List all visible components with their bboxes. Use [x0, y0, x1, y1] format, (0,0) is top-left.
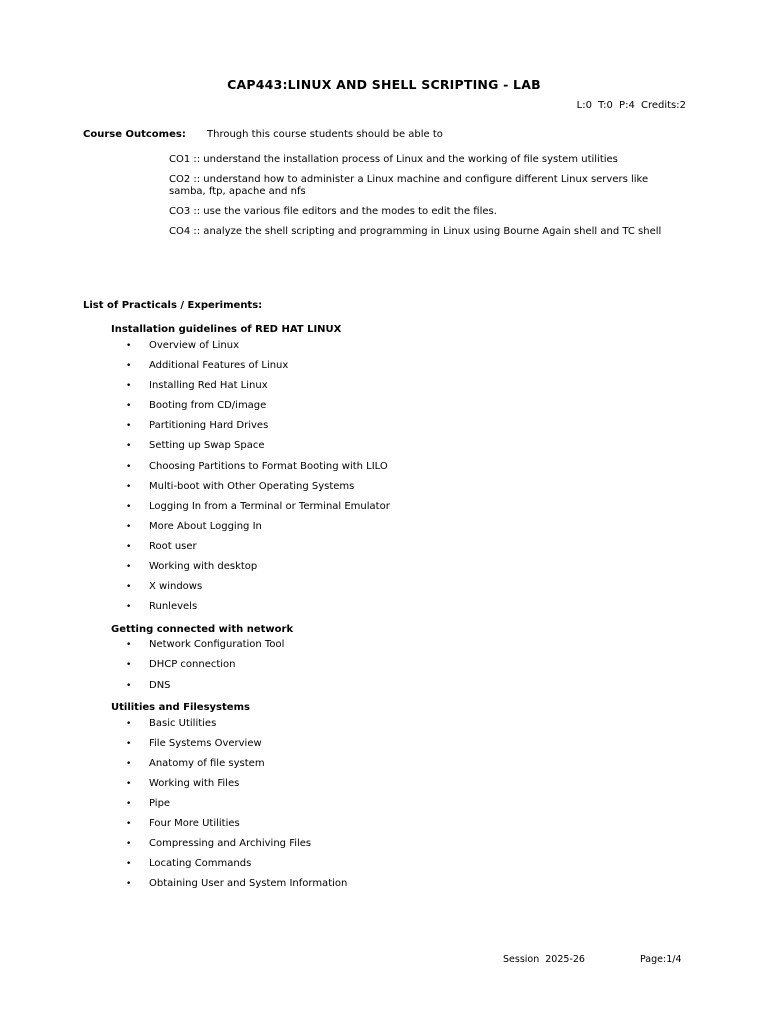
bullet-icon: • — [126, 502, 132, 512]
list-item: • Runlevels — [126, 601, 198, 612]
list-item: • DHCP connection — [126, 659, 236, 670]
list-item: • DNS — [126, 680, 171, 691]
bullet-icon: • — [126, 522, 132, 532]
bullet-icon: • — [126, 719, 132, 729]
list-item: • Locating Commands — [126, 858, 252, 869]
ltp-credits: L:0 T:0 P:4 Credits:2 — [576, 100, 686, 111]
list-item: • Basic Utilities — [126, 718, 217, 729]
list-item: • Working with desktop — [126, 561, 258, 572]
list-item: • Multi-boot with Other Operating Systems — [126, 481, 355, 492]
bullet-icon: • — [126, 739, 132, 749]
list-item: • Four More Utilities — [126, 818, 240, 829]
list-item: • Choosing Partitions to Format Booting with LILO — [126, 461, 388, 472]
practicals-heading: List of Practicals / Experiments: — [83, 300, 263, 311]
bullet-icon: • — [126, 602, 132, 612]
bullet-icon: • — [126, 341, 132, 351]
bullet-icon: • — [126, 819, 132, 829]
course-outcomes-label: Course Outcomes: — [83, 129, 186, 140]
course-outcome-co4: CO4 :: analyze the shell scripting and programming in Linux using Bourne Again shell and TC shell — [169, 226, 662, 237]
section-heading-network: Getting connected with network — [111, 624, 294, 635]
course-outcomes-intro: Through this course students should be able to — [207, 129, 443, 140]
list-item: • More About Logging In — [126, 521, 262, 532]
list-item: • Overview of Linux — [126, 340, 240, 351]
list-item: • Booting from CD/image — [126, 400, 267, 411]
bullet-icon: • — [126, 582, 132, 592]
bullet-icon: • — [126, 542, 132, 552]
bullet-icon: • — [126, 361, 132, 371]
bullet-icon: • — [126, 462, 132, 472]
list-item: • Anatomy of file system — [126, 758, 265, 769]
list-item: • Compressing and Archiving Files — [126, 838, 312, 849]
section-heading-installation: Installation guidelines of RED HAT LINUX — [111, 324, 342, 335]
course-outcome-co1: CO1 :: understand the installation process of Linux and the working of file system utilities — [169, 154, 618, 165]
list-item: • Pipe — [126, 798, 171, 809]
footer-page-number: Page:1/4 — [640, 954, 682, 965]
document-title: CAP443:LINUX AND SHELL SCRIPTING - LAB — [227, 77, 541, 92]
list-item: • Obtaining User and System Information — [126, 878, 348, 889]
course-outcome-co3: CO3 :: use the various file editors and the modes to edit the files. — [169, 206, 497, 217]
bullet-icon: • — [126, 681, 132, 691]
bullet-icon: • — [126, 799, 132, 809]
list-item: • Setting up Swap Space — [126, 440, 265, 451]
bullet-icon: • — [126, 859, 132, 869]
list-item: • Additional Features of Linux — [126, 360, 289, 371]
list-item: • Partitioning Hard Drives — [126, 420, 269, 431]
list-item: • Logging In from a Terminal or Terminal Emulator — [126, 501, 390, 512]
list-item: • Installing Red Hat Linux — [126, 380, 268, 391]
course-outcome-co2: CO2 :: understand how to administer a Linux machine and configure different Linux servers like samba, ftp, apache and nfs — [169, 174, 649, 197]
list-item: • Root user — [126, 541, 197, 552]
bullet-icon: • — [126, 421, 132, 431]
list-item: • Network Configuration Tool — [126, 639, 285, 650]
bullet-icon: • — [126, 779, 132, 789]
bullet-icon: • — [126, 381, 132, 391]
list-item: • Working with Files — [126, 778, 240, 789]
footer-session: Session 2025-26 — [503, 954, 585, 965]
section-heading-utilities: Utilities and Filesystems — [111, 702, 250, 713]
bullet-icon: • — [126, 839, 132, 849]
bullet-icon: • — [126, 759, 132, 769]
bullet-icon: • — [126, 441, 132, 451]
bullet-icon: • — [126, 660, 132, 670]
bullet-icon: • — [126, 562, 132, 572]
list-item: • File Systems Overview — [126, 738, 262, 749]
bullet-icon: • — [126, 401, 132, 411]
list-item: • X windows — [126, 581, 203, 592]
bullet-icon: • — [126, 482, 132, 492]
bullet-icon: • — [126, 640, 132, 650]
bullet-icon: • — [126, 879, 132, 889]
